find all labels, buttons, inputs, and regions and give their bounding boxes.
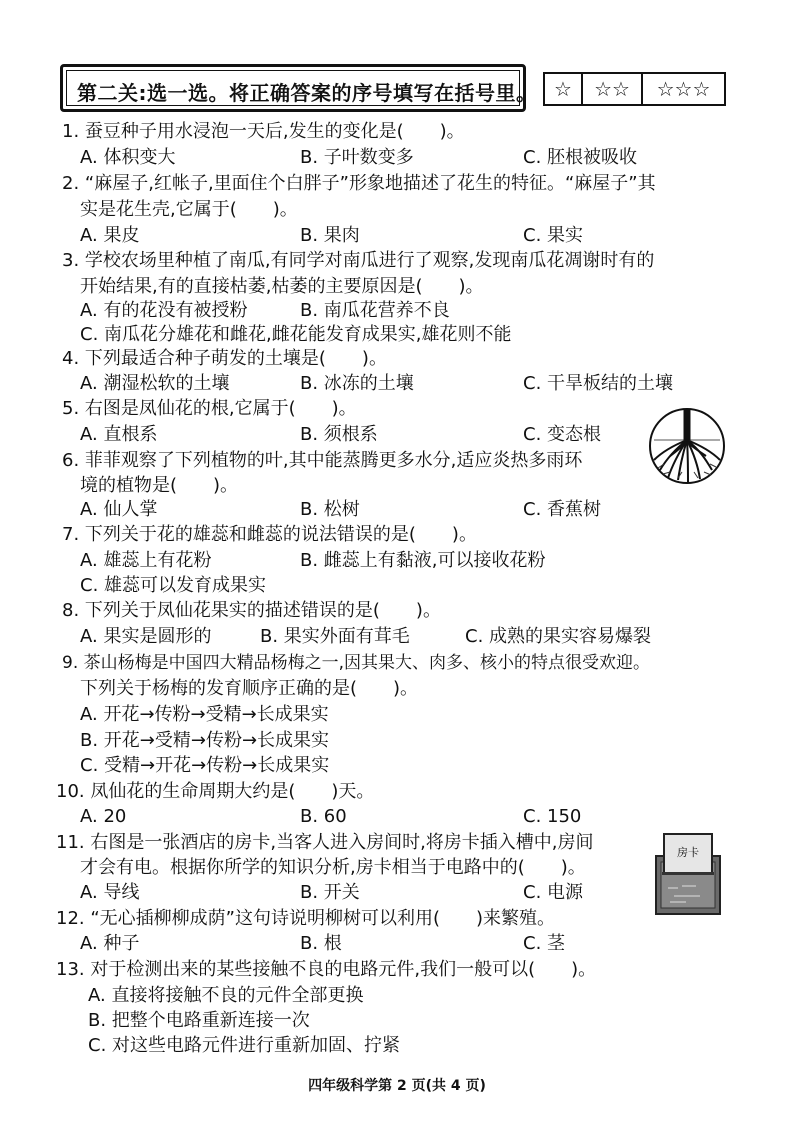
question-1-option-c: C. 胚根被吸收 [523, 147, 638, 168]
question-6-stem-line-1: 6. 菲菲观察了下列植物的叶,其中能蒸腾更多水分,适应炎热多雨环 [62, 450, 583, 471]
question-12-option-a: A. 种子 [80, 933, 140, 954]
question-3-stem-line-1: 3. 学校农场里种植了南瓜,有同学对南瓜进行了观察,发现南瓜花凋谢时有的 [62, 250, 655, 271]
question-8-option-a: A. 果实是圆形的 [80, 626, 212, 647]
question-5-option-c: C. 变态根 [523, 424, 602, 445]
question-11-stem-line-2: 才会有电。根据你所学的知识分析,房卡相当于电路中的( )。 [80, 857, 586, 878]
rating-two-star: ☆☆ [583, 74, 643, 104]
question-6-option-c: C. 香蕉树 [523, 499, 602, 520]
question-6-option-a: A. 仙人掌 [80, 499, 158, 520]
question-11-option-a: A. 导线 [80, 882, 140, 903]
question-9-stem-line-1: 9. 茶山杨梅是中国四大精品杨梅之一,因其果大、肉多、核小的特点很受欢迎。 [62, 653, 651, 673]
question-13-stem: 13. 对于检测出来的某些接触不良的电路元件,我们一般可以( )。 [56, 959, 597, 980]
question-3-stem-line-2: 开始结果,有的直接枯萎,枯萎的主要原因是( )。 [80, 276, 484, 297]
question-1-stem: 1. 蚕豆种子用水浸泡一天后,发生的变化是( )。 [62, 121, 465, 142]
question-8-stem: 8. 下列关于凤仙花果实的描述错误的是( )。 [62, 600, 441, 621]
impatiens-root-figure [644, 406, 730, 486]
question-4-option-b: B. 冰冻的土壤 [300, 373, 414, 394]
question-6-option-b: B. 松树 [300, 499, 360, 520]
question-3-option-c: C. 南瓜花分雄花和雌花,雌花能发育成果实,雄花则不能 [80, 324, 512, 345]
question-7-option-a: A. 雄蕊上有花粉 [80, 550, 212, 571]
rating-three-star: ☆☆☆ [656, 77, 711, 101]
star-rating-box [543, 72, 726, 106]
question-7-option-b: B. 雌蕊上有黏液,可以接收花粉 [300, 550, 546, 571]
page-footer: 四年级科学第 2 页(共 4 页) [308, 1078, 486, 1094]
question-4-option-a: A. 潮湿松软的土壤 [80, 373, 230, 394]
question-2-stem-line-2: 实是花生壳,它属于( )。 [80, 199, 298, 220]
question-9-option-a: A. 开花→传粉→受精→长成果实 [80, 704, 329, 725]
question-13-option-c: C. 对这些电路元件进行重新加固、拧紧 [88, 1035, 401, 1056]
question-5-stem: 5. 右图是凤仙花的根,它属于( )。 [62, 398, 357, 419]
rating-one-star: ☆ [545, 74, 583, 104]
question-7-option-c: C. 雄蕊可以发育成果实 [80, 575, 267, 596]
question-8-option-c: C. 成熟的果实容易爆裂 [465, 626, 652, 647]
question-13-option-a: A. 直接将接触不良的元件全部更换 [88, 985, 364, 1006]
question-12-option-c: C. 茎 [523, 933, 566, 954]
question-2-stem-line-1: 2. “麻屋子,红帐子,里面住个白胖子”形象地描述了花生的特征。“麻屋子”其 [62, 173, 656, 194]
hotel-room-card-figure [652, 832, 724, 916]
question-10-option-a: A. 20 [80, 806, 127, 827]
question-5-option-b: B. 须根系 [300, 424, 378, 445]
question-4-stem: 4. 下列最适合种子萌发的土壤是( )。 [62, 348, 387, 369]
question-6-stem-line-2: 境的植物是( )。 [80, 475, 239, 496]
question-11-stem-line-1: 11. 右图是一张酒店的房卡,当客人进入房间时,将房卡插入槽中,房间 [56, 832, 594, 853]
question-9-option-c: C. 受精→开花→传粉→长成果实 [80, 755, 330, 776]
question-2-option-b: B. 果肉 [300, 225, 360, 246]
question-2-option-a: A. 果皮 [80, 225, 140, 246]
question-1-option-a: A. 体积变大 [80, 147, 176, 168]
question-9-option-b: B. 开花→受精→传粉→长成果实 [80, 730, 330, 751]
question-10-option-b: B. 60 [300, 806, 347, 827]
question-10-option-c: C. 150 [523, 806, 582, 827]
question-7-stem: 7. 下列关于花的雄蕊和雌蕊的说法错误的是( )。 [62, 524, 477, 545]
room-card-label: 房卡 [677, 846, 699, 859]
question-13-option-b: B. 把整个电路重新连接一次 [88, 1010, 310, 1031]
question-4-option-c: C. 干旱板结的土壤 [523, 373, 674, 394]
question-8-option-b: B. 果实外面有茸毛 [260, 626, 410, 647]
question-12-option-b: B. 根 [300, 933, 342, 954]
question-1-option-b: B. 子叶数变多 [300, 147, 414, 168]
section-title: 第二关:选一选。将正确答案的序号填写在括号里。 [77, 81, 537, 105]
question-9-stem-line-2: 下列关于杨梅的发育顺序正确的是( )。 [80, 678, 419, 699]
question-2-option-c: C. 果实 [523, 225, 584, 246]
question-3-option-b: B. 南瓜花营养不良 [300, 300, 450, 321]
section-title-box [60, 64, 537, 112]
question-5-option-a: A. 直根系 [80, 424, 158, 445]
question-12-stem: 12. “无心插柳柳成荫”这句诗说明柳树可以利用( )来繁殖。 [56, 908, 556, 929]
question-10-stem: 10. 凤仙花的生命周期大约是( )天。 [56, 781, 375, 802]
question-3-option-a: A. 有的花没有被授粉 [80, 300, 248, 321]
question-11-option-b: B. 开关 [300, 882, 360, 903]
question-11-option-c: C. 电源 [523, 882, 584, 903]
